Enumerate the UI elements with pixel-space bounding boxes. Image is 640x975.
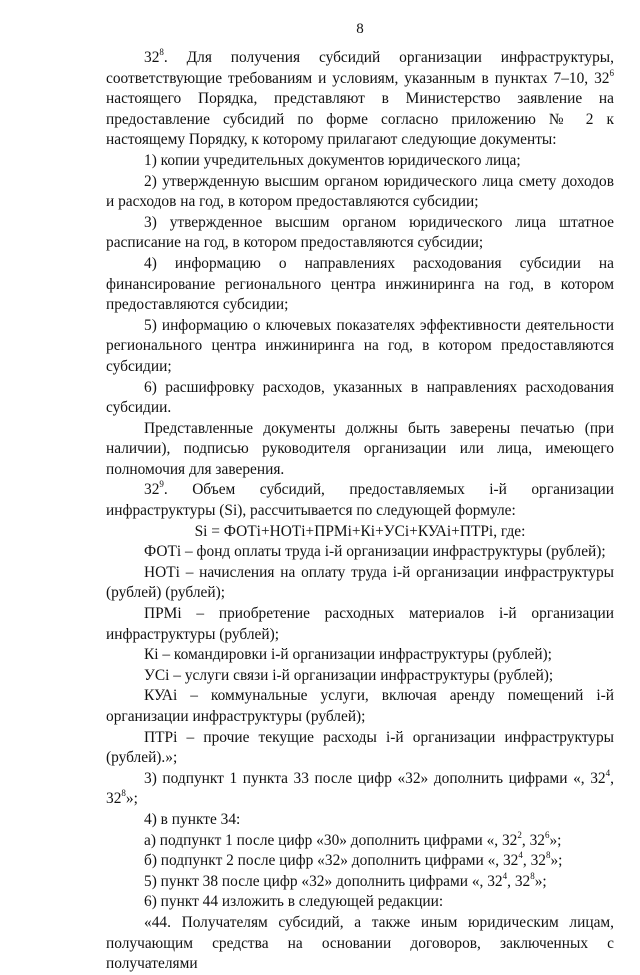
paragraph-text: »; xyxy=(534,872,547,890)
document-body xyxy=(106,48,614,975)
paragraph xyxy=(106,480,614,521)
paragraph-text: 5) информацию о ключевых показателях эффективности деятельности регионального центра инжиниринга на год, в котором предоставляются субсидии; xyxy=(106,316,614,375)
paragraph-text: Кi – командировки i-й организации инфраструктуры (рублей); xyxy=(144,646,552,664)
paragraph-text: ФОТi – фонд оплаты труда i-й организации инфраструктуры (рублей); xyxy=(144,543,606,561)
superscript: 6 xyxy=(544,829,550,840)
paragraph-text: . Для получения субсидий организации инфраструктуры, соответствующие требованиям и условиям, указанным в пунктах 7–10, 32 xyxy=(106,49,614,87)
paragraph xyxy=(106,892,614,913)
paragraph xyxy=(106,645,614,666)
paragraph-text: »; xyxy=(550,852,563,870)
paragraph xyxy=(106,851,614,872)
paragraph-text: 1) копии учредительных документов юридического лица; xyxy=(144,151,521,169)
paragraph xyxy=(106,831,614,852)
paragraph xyxy=(106,872,614,893)
paragraph-text: 3) утвержденное высшим органом юридического лица штатное расписание на год, в котором предоставляются субсидии; xyxy=(106,213,614,252)
paragraph-text: 6) расшифровку расходов, указанных в направлениях расходования субсидии. xyxy=(106,378,614,417)
paragraph-text: , 32 xyxy=(521,831,545,849)
paragraph-text: 6) пункт 44 изложить в следующей редакции: xyxy=(144,893,444,911)
item-number-superscript: 8 xyxy=(159,47,164,57)
paragraph-text: 5) пункт 38 после цифр «32» дополнить цифрами «, 32 xyxy=(144,872,503,890)
paragraph-text: 4) информацию о направлениях расходования субсидии на финансирование регионального центра инжиниринга на год, в котором предоставляются субсидии; xyxy=(106,254,614,314)
superscript: 8 xyxy=(545,850,551,861)
superscript: 4 xyxy=(518,850,523,861)
paragraph xyxy=(106,172,614,213)
paragraph-text: УСi – услуги связи i-й организации инфраструктуры (рублей); xyxy=(144,666,554,684)
paragraph-text: Si = ФОТi+НОТi+ПРМi+Кi+УСi+КУАi+ПТРi, где: xyxy=(194,522,526,540)
paragraph xyxy=(106,686,614,727)
item-number: 32 xyxy=(144,49,160,66)
paragraph-text: 2) утвержденную высшим органом юридического лица смету доходов и расходов на год, в котором предоставляются субсидии; xyxy=(106,172,614,211)
superscript: 4 xyxy=(502,870,508,881)
paragraph-text: НОТi – начисления на оплату труда i-й организации инфраструктуры (рублей) (рублей); xyxy=(106,563,614,602)
paragraph xyxy=(106,542,614,563)
paragraph xyxy=(106,666,614,687)
superscript: 8 xyxy=(530,870,535,881)
paragraph-text: , 32 xyxy=(106,769,614,808)
superscript: 8 xyxy=(121,788,126,799)
paragraph-text: 3) подпункт 1 пункта 33 после цифр «32» дополнить цифрами «, 32 xyxy=(144,769,606,787)
paragraph-text: настоящего Порядка, представляют в Министерство заявление на предоставление субсидий по форме согласно приложению № 2 к настоящему Порядку, к которому прилагают следующие документы: xyxy=(106,90,614,149)
paragraph-text: б) подпункт 2 после цифр «32» дополнить цифрами «, 32 xyxy=(144,852,519,870)
paragraph xyxy=(106,810,614,831)
paragraph xyxy=(106,316,614,378)
paragraph-text: , 32 xyxy=(522,852,546,870)
document-page xyxy=(106,20,614,973)
paragraph-text: . Объем субсидий, предоставляемых i-й организации инфраструктуры (Si), рассчитывается по следующей формуле: xyxy=(106,481,614,520)
paragraph xyxy=(106,48,614,151)
paragraph-text: а) подпункт 1 после цифр «30» дополнить цифрами «, 32 xyxy=(144,831,518,849)
paragraph-text: »; xyxy=(549,831,562,849)
item-number: 32 xyxy=(144,481,160,499)
paragraph xyxy=(106,563,614,604)
paragraph-text: , 32 xyxy=(507,872,531,890)
paragraph xyxy=(106,151,614,172)
paragraph xyxy=(106,378,614,419)
paragraph xyxy=(106,254,614,316)
paragraph-text: »; xyxy=(125,790,138,808)
superscript: 2 xyxy=(517,829,522,840)
paragraph-text: КУАi – коммунальные услуги, включая аренду помещений i-й организации инфраструктуры (рублей); xyxy=(106,687,614,725)
paragraph-text: ПРМi – приобретение расходных материалов i-й организации инфраструктуры (рублей); xyxy=(106,605,614,643)
paragraph xyxy=(106,604,614,645)
paragraph xyxy=(106,913,614,975)
paragraph-text: 4) в пункте 34: xyxy=(144,810,241,828)
page-number: 8 xyxy=(356,21,364,37)
paragraph xyxy=(106,213,614,254)
superscript: 4 xyxy=(605,767,611,778)
superscript: 6 xyxy=(609,67,614,78)
formula-line xyxy=(106,522,614,543)
paragraph xyxy=(106,728,614,769)
paragraph-text: «44. Получателям субсидий, а также иным юридическим лицам, получающим средства на основании договоров, заключенных с получателями xyxy=(106,913,614,973)
paragraph xyxy=(106,769,614,810)
paragraph-text: ПТРi – прочие текущие расходы i-й организации инфраструктуры (рублей).»; xyxy=(106,728,614,767)
item-number-superscript: 9 xyxy=(159,479,164,490)
paragraph xyxy=(106,419,614,481)
paragraph-text: Представленные документы должны быть заверены печатью (при наличии), подписью руководителя организации или лица, имеющего полномочия для заверения. xyxy=(106,419,614,478)
